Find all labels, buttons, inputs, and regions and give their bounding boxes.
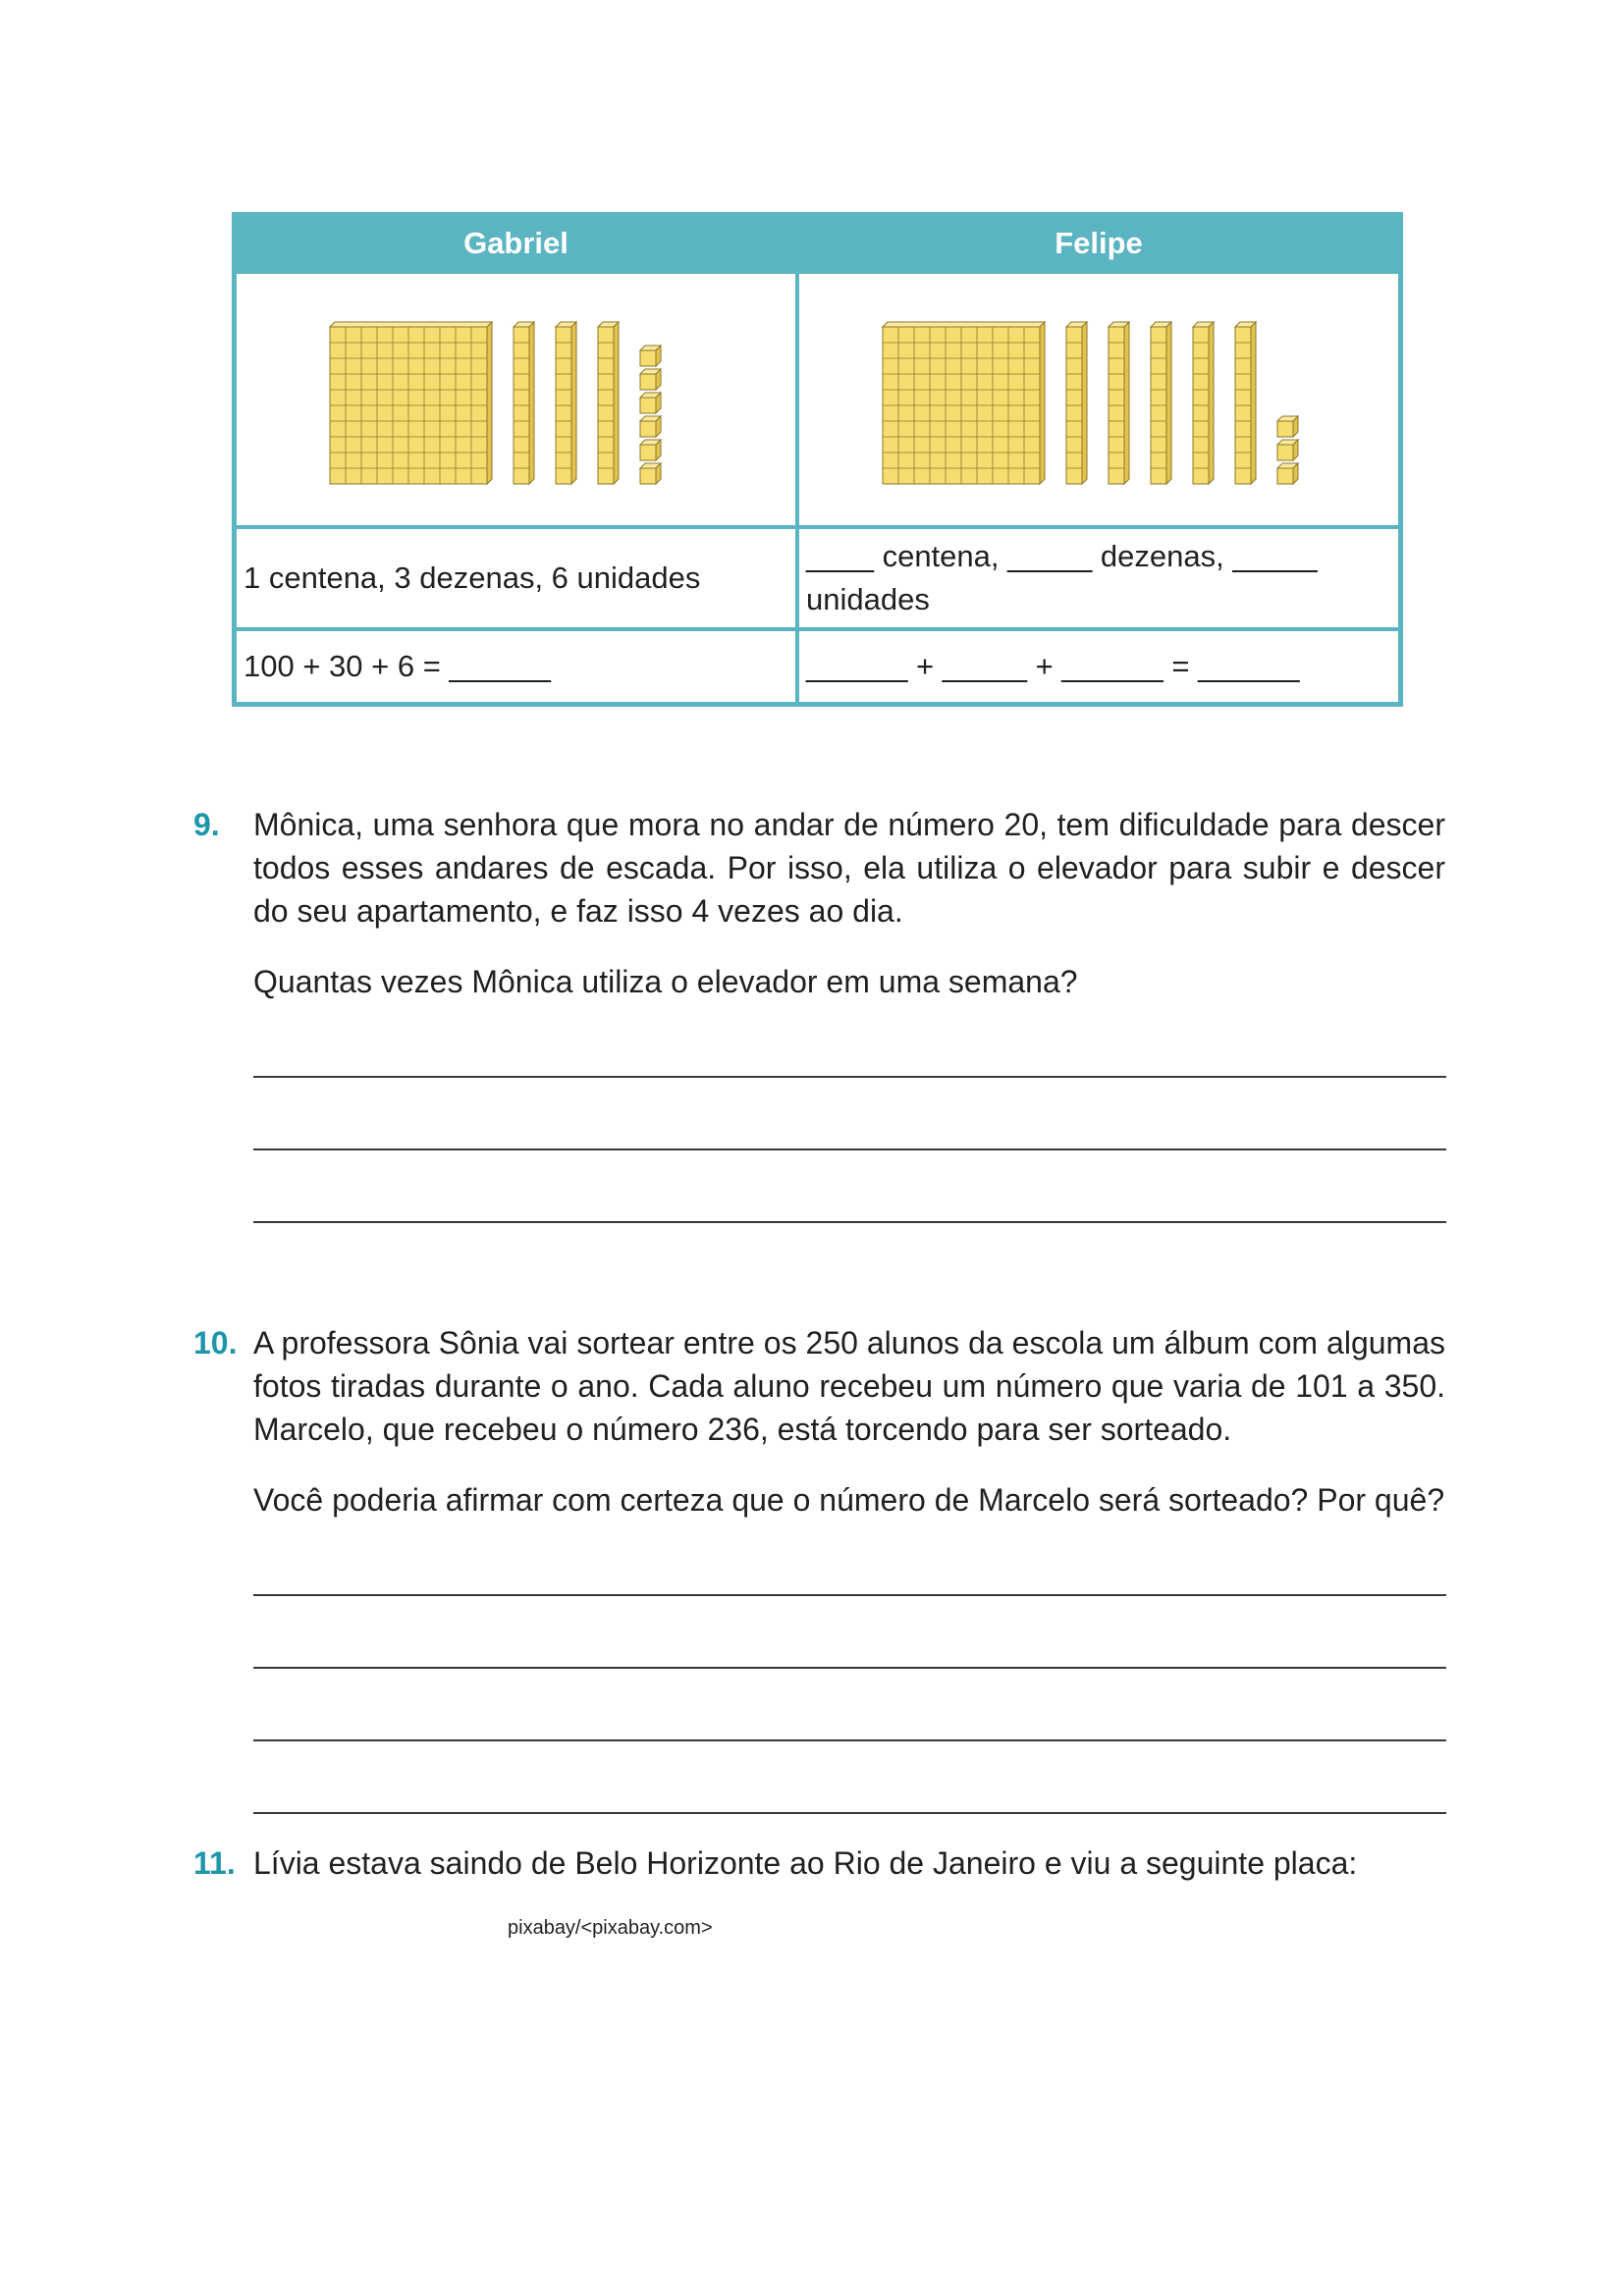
unit-cube bbox=[640, 346, 661, 366]
equation-row bbox=[235, 629, 1400, 704]
base-ten-table bbox=[232, 212, 1403, 707]
felipe-blocks-cell bbox=[797, 272, 1400, 527]
felipe-description-line2: unidades bbox=[806, 582, 930, 616]
unit-cube bbox=[1277, 440, 1298, 460]
answer-line[interactable] bbox=[253, 1221, 1446, 1223]
gabriel-base-ten-blocks bbox=[320, 292, 713, 507]
question-ask: Você poderia afirmar com certeza que o número de Marcelo será sorteado? Por quê? bbox=[253, 1482, 1445, 1518]
answer-line[interactable] bbox=[253, 1148, 1446, 1150]
question-11 bbox=[193, 1842, 1445, 1885]
hundred-flat bbox=[883, 322, 1045, 484]
question-number: 9. bbox=[193, 807, 220, 842]
felipe-equation: ______ + _____ + ______ = ______ bbox=[797, 629, 1400, 704]
gabriel-blocks-cell bbox=[235, 272, 797, 527]
unit-cube bbox=[640, 440, 661, 460]
blocks-row bbox=[235, 272, 1400, 527]
ten-rod bbox=[1151, 322, 1171, 484]
felipe-description-line1: ____ centena, _____ dezenas, _____ bbox=[806, 539, 1318, 573]
header-gabriel: Gabriel bbox=[235, 215, 797, 272]
unit-cube bbox=[1277, 463, 1298, 484]
ten-rod bbox=[1066, 322, 1087, 484]
ten-rod bbox=[1235, 322, 1256, 484]
ten-rod bbox=[598, 322, 619, 484]
unit-cube bbox=[640, 369, 661, 390]
answer-line[interactable] bbox=[253, 1076, 1446, 1078]
description-row bbox=[235, 527, 1400, 629]
question-9 bbox=[193, 803, 1445, 1003]
answer-line[interactable] bbox=[253, 1739, 1446, 1741]
unit-cube bbox=[640, 393, 661, 413]
ten-rod bbox=[1193, 322, 1214, 484]
answer-line[interactable] bbox=[253, 1667, 1446, 1669]
question-text: A professora Sônia vai sortear entre os 250 alunos da escola um álbum com algumas fotos tiradas durante o ano. Cada aluno recebeu um número que varia de 101 a 350. Marcelo, que recebeu o número 236, está torcendo para ser sorteado. bbox=[253, 1325, 1445, 1447]
question-10 bbox=[193, 1321, 1445, 1522]
question-number: 11. bbox=[193, 1845, 236, 1881]
question-text: Mônica, uma senhora que mora no andar de número 20, tem dificuldade para descer todos esses andares de escada. Por isso, ela utiliza o elevador para subir e descer do seu apartamento, e faz isso 4 vezes ao dia. bbox=[253, 807, 1445, 929]
unit-cube bbox=[1277, 416, 1298, 437]
question-number: 10. bbox=[193, 1325, 238, 1361]
ten-rod bbox=[1109, 322, 1129, 484]
answer-line[interactable] bbox=[253, 1812, 1446, 1814]
table-header-row bbox=[235, 215, 1400, 272]
hundred-flat bbox=[330, 322, 492, 484]
gabriel-equation: 100 + 30 + 6 = ______ bbox=[235, 629, 797, 704]
unit-cube bbox=[640, 416, 661, 437]
ten-rod bbox=[514, 322, 534, 484]
question-text: Lívia estava saindo de Belo Horizonte ao Rio de Janeiro e viu a seguinte placa: bbox=[253, 1845, 1358, 1881]
ten-rod bbox=[556, 322, 576, 484]
header-felipe: Felipe bbox=[797, 215, 1400, 272]
answer-line[interactable] bbox=[253, 1594, 1446, 1596]
unit-cube bbox=[640, 463, 661, 484]
felipe-base-ten-blocks bbox=[873, 292, 1325, 507]
felipe-description bbox=[797, 527, 1400, 629]
question-ask: Quantas vezes Mônica utiliza o elevador em uma semana? bbox=[253, 964, 1078, 999]
image-credit: pixabay/<pixabay.com> bbox=[508, 1917, 713, 1939]
gabriel-description: 1 centena, 3 dezenas, 6 unidades bbox=[235, 527, 797, 629]
